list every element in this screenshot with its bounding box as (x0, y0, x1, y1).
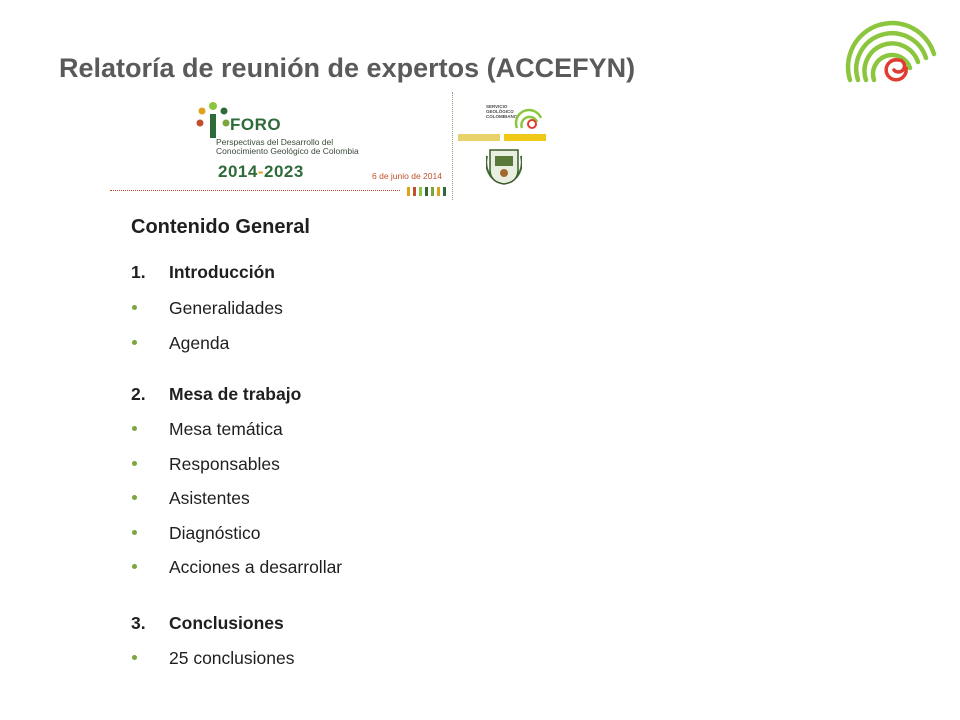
section-2-heading (131, 384, 301, 405)
bullet-icon (132, 655, 137, 660)
sgc-line2: GEOLÓGICO (486, 109, 514, 114)
bullet-icon (132, 530, 137, 535)
page-title: Relatoría de reunión de expertos (ACCEFYN) (59, 53, 636, 83)
section-label: Mesa de trabajo (169, 384, 302, 404)
sgc-line1: SERVICIO (486, 104, 508, 109)
sgc-wordmark (486, 104, 517, 119)
section-3-heading (131, 613, 284, 634)
bullet-icon (132, 305, 137, 310)
bullet-icon (132, 340, 137, 345)
people-row-icon (406, 185, 446, 197)
sgc-spiral-logo (844, 14, 940, 84)
sgc-small-logo (514, 100, 544, 130)
content-heading: Contenido General (131, 216, 310, 238)
foro-years (218, 162, 304, 182)
list-item-text: Mesa temática (169, 419, 283, 439)
list-item-text: Acciones a desarrollar (169, 557, 343, 577)
section-label: Introducción (169, 262, 275, 282)
crest-icon (486, 146, 522, 186)
years-end: 2023 (264, 162, 304, 181)
list-item-text: Agenda (169, 333, 230, 353)
foro-banner (106, 92, 536, 200)
ministry-logo (458, 134, 500, 141)
bullet-icon (132, 564, 137, 569)
section-number: 2. (131, 384, 146, 404)
list-item-text: Diagnóstico (169, 523, 261, 543)
bullet-icon (132, 461, 137, 466)
list-item-text: Asistentes (169, 488, 250, 508)
dotted-divider (110, 190, 400, 191)
section-number: 3. (131, 613, 146, 633)
prosperidad-logo (504, 134, 546, 141)
list-item-text: 25 conclusiones (169, 648, 295, 668)
list-item-text: Responsables (169, 454, 280, 474)
bullet-icon (132, 426, 137, 431)
foro-word: FORO (230, 115, 282, 134)
foro-subtitle (216, 138, 366, 156)
list-item-text: Generalidades (169, 298, 283, 318)
section-label: Conclusiones (169, 613, 284, 633)
section-1-heading (131, 262, 275, 283)
years-start: 2014 (218, 162, 258, 181)
foro-people-icon (194, 100, 232, 140)
sgc-line3: COLOMBIANO (486, 114, 518, 119)
foro-date: 6 de junio de 2014 (372, 171, 442, 181)
bullet-icon (132, 495, 137, 500)
foro-subtitle-line1: Perspectivas del Desarrollo del (216, 137, 334, 147)
banner-divider (452, 92, 454, 200)
years-dash: - (257, 162, 264, 181)
section-number: 1. (131, 262, 146, 282)
foro-subtitle-line2: Conocimiento Geológico de Colombia (216, 146, 359, 156)
